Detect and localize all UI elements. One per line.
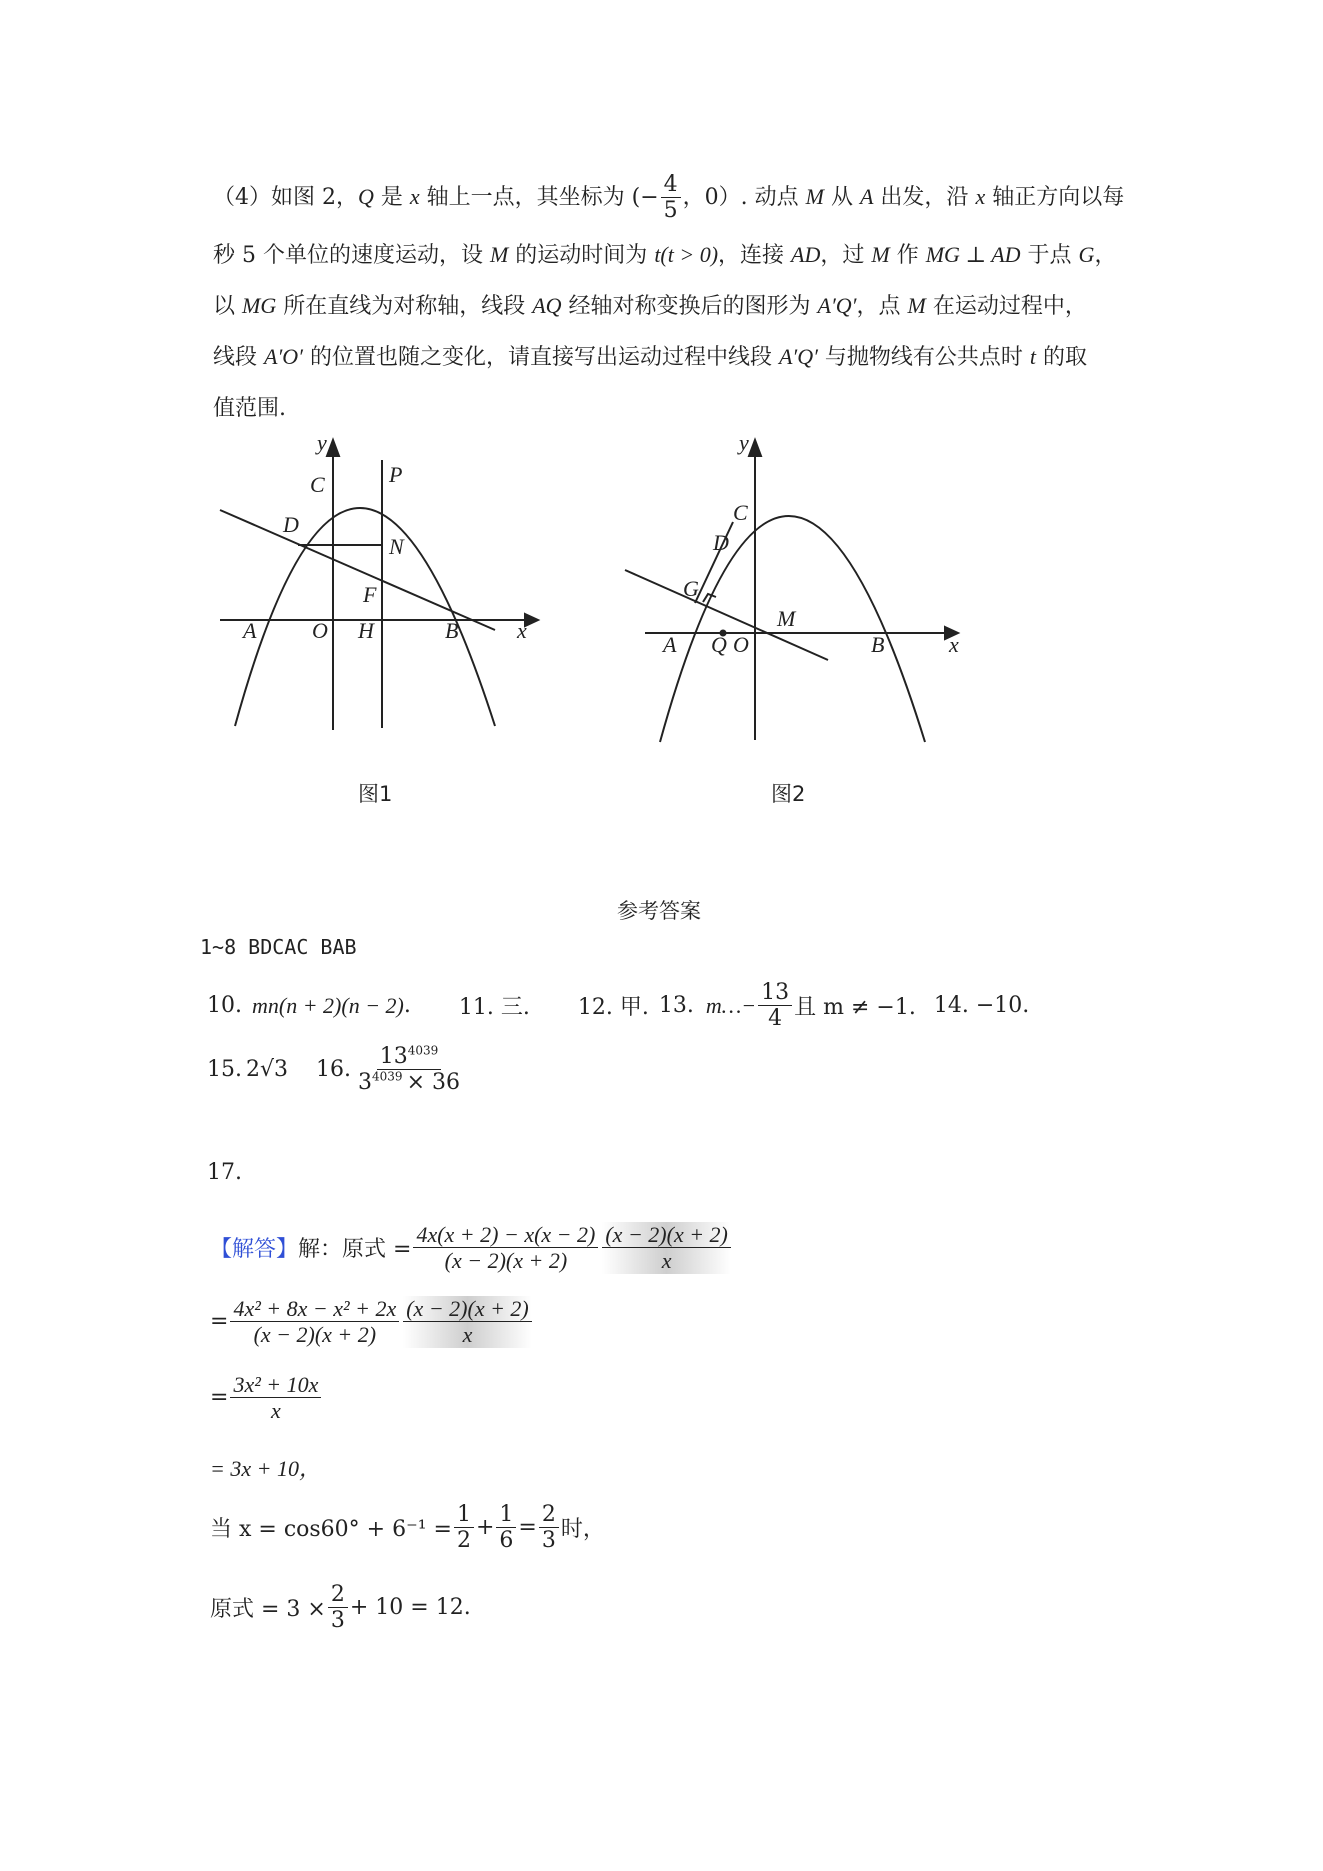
fraction-q16: $\frac{13^{4039}}{3^{4039} \times 36}$: [358, 1043, 460, 1096]
label-c: C: [733, 500, 748, 525]
frac-2-3-final: $\frac{2}{3}$: [328, 1582, 348, 1634]
label-h: H: [358, 618, 374, 643]
frac-2-3: $\frac{2}{3}$: [539, 1502, 559, 1554]
label-f: F: [363, 582, 377, 607]
x-axis-arrow: [525, 614, 538, 626]
label-x: x: [949, 632, 959, 657]
solution-s1-frac1: $\frac{4x(x + 2) - x(x - 2)}{(x - 2)(x + 2)}$: [413, 1222, 598, 1274]
fraction-4-5: $\frac{4}{5}$: [661, 172, 681, 224]
solution-step-4: = 3x + 10，: [210, 1456, 321, 1481]
label-n: N: [389, 534, 404, 559]
solution-s2-frac2: $\frac{(x - 2)(x + 2)}{x}$: [403, 1296, 532, 1348]
label-o: O: [312, 618, 328, 643]
answers-row-15-16: 15. 2√3 16. $\frac{13^{4039}}{3^{4039} \times 36}$: [207, 1044, 465, 1096]
label-d: D: [713, 530, 729, 555]
label-a: A: [243, 618, 257, 643]
label-c: C: [310, 472, 325, 497]
label-b: B: [871, 632, 885, 657]
problem-line-2: 秒 5 个单位的速度运动，设 M 的运动时间为 t(t > 0)，连接 AD，过 M 作 MG ⊥ AD 于点 G，: [213, 242, 1117, 268]
label-d: D: [283, 512, 299, 537]
figure-1-caption: 图1: [358, 782, 393, 806]
answers-1-8: 1~8 BDCAC BAB: [200, 935, 357, 959]
figure-2-caption: 图2: [771, 782, 806, 806]
parabola: [235, 508, 495, 726]
solution-s3-frac: $\frac{\text{3x² + 10x}}{x}$: [230, 1372, 321, 1424]
y-axis-arrow: [749, 440, 761, 456]
y-axis-arrow: [327, 440, 339, 456]
frac-1-2: $\frac{1}{2}$: [454, 1502, 474, 1554]
solution-step-3: = $\frac{\text{3x² + 10x}}{x}$: [210, 1372, 323, 1424]
label-m: M: [777, 606, 796, 631]
frac-1-6: $\frac{1}{6}$: [496, 1502, 516, 1554]
answers-row-10-14: 10. mn(n + 2)(n − 2) . 11. 三. 12. 甲. 13. m…− $\frac{13}{4}$ 且 m ≠ −1. 14. −10.: [207, 980, 1030, 1032]
label-b: B: [445, 618, 459, 643]
solution-s2-frac1: $\frac{\text{4x² + 8x − x² + 2x}}{(x - 2)(x + 2)}$: [230, 1296, 399, 1348]
label-y: y: [739, 430, 749, 455]
answers-q17: 17.: [207, 1160, 242, 1185]
label-p: P: [389, 462, 403, 487]
solution-tag: 【解答】: [210, 1237, 299, 1263]
label-g: G: [683, 576, 699, 601]
solution-s1-frac2: $\frac{(x - 2)(x + 2)}{x}$: [602, 1222, 731, 1274]
solution-step-5: 当 x = cos60° + 6⁻¹ = $\frac{1}{2}$ + $\frac{1}{6}$ = $\frac{2}{3}$ 时，: [210, 1502, 605, 1554]
label-a: A: [663, 632, 677, 657]
figure-2: [615, 430, 975, 750]
label-q: Q: [711, 632, 727, 657]
solution-step-6: 原式 = 3 × $\frac{2}{3}$ + 10 = 12.: [210, 1582, 471, 1634]
problem-line-1: （4）如图 2，Q 是 x 轴上一点，其坐标为 (− $\frac{4}{5}$ ，0）. 动点 M 从 A 出发，沿 x 轴正方向以每: [213, 172, 1125, 224]
problem-line-3: 以 MG 所在直线为对称轴，线段 AQ 经轴对称变换后的图形为 A′Q′，点 M 在运动过程中，: [213, 293, 1087, 319]
problem-line-4: 线段 A′O′ 的位置也随之变化，请直接写出运动过程中线段 A′Q′ 与抛物线有公共点时 t 的取: [213, 344, 1088, 370]
answers-heading: 参考答案: [617, 899, 701, 923]
label-x: x: [517, 618, 527, 643]
solution-step-2: = $\frac{\text{4x² + 8x − x² + 2x}}{(x - 2)(x + 2)}$ $\frac{(x - 2)(x + 2)}{x}$: [210, 1296, 534, 1348]
fraction-13-4: $\frac{13}{4}$: [758, 980, 792, 1032]
line-db: [220, 510, 495, 630]
solution-step-1: 【解答】 解：原式 = $\frac{4x(x + 2) - x(x - 2)}{(x - 2)(x + 2)}$ $\frac{(x - 2)(x + 2)}{x}$: [210, 1222, 733, 1274]
label-y: y: [317, 430, 327, 455]
figure-1: [205, 430, 545, 740]
problem-line-5: 值范围.: [213, 396, 286, 421]
label-o: O: [733, 632, 749, 657]
